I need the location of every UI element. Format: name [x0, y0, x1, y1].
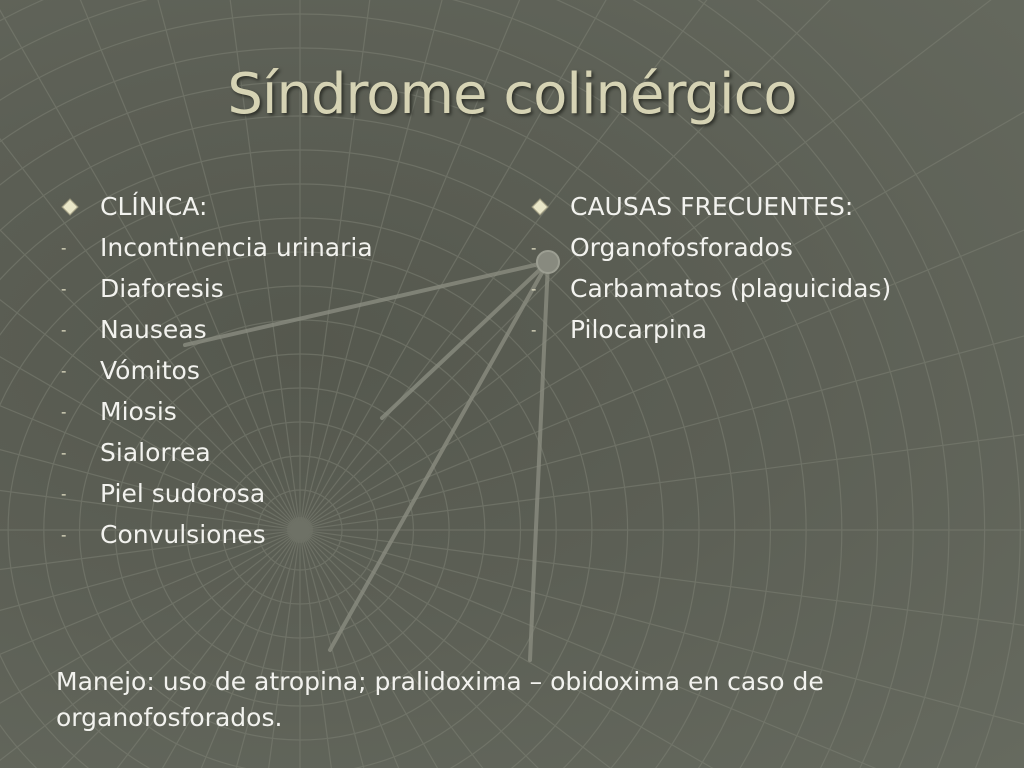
- dash-bullet: -: [61, 238, 67, 257]
- dash-bullet: -: [61, 320, 67, 339]
- list-item: [58, 514, 498, 555]
- list-item-label: Nauseas: [100, 315, 207, 344]
- list-item: [58, 309, 498, 350]
- list-item: [58, 432, 498, 473]
- dash-bullet: -: [61, 361, 67, 380]
- list-item-label: Organofosforados: [570, 233, 793, 262]
- diamond-bullet-icon: [532, 198, 549, 215]
- list-item: [528, 268, 988, 309]
- list-item-label: Diaforesis: [100, 274, 224, 303]
- slide-title: Síndrome colinérgico: [227, 62, 797, 127]
- list-item: [58, 473, 498, 514]
- causas-column: [528, 186, 988, 350]
- list-item: [58, 350, 498, 391]
- list-item: [58, 391, 498, 432]
- list-item-label: Carbamatos (plaguicidas): [570, 274, 892, 303]
- list-item: [58, 268, 498, 309]
- list-item-label: Miosis: [100, 397, 177, 426]
- causas-heading: CAUSAS FRECUENTES:: [570, 192, 854, 221]
- list-item-label: Incontinencia urinaria: [100, 233, 373, 262]
- dash-bullet: -: [61, 484, 67, 503]
- dash-bullet: -: [61, 525, 67, 544]
- list-item-label: Vómitos: [100, 356, 200, 385]
- clinica-heading: CLÍNICA:: [100, 192, 208, 221]
- list-item: [528, 309, 988, 350]
- dash-bullet: -: [61, 443, 67, 462]
- list-item-label: Convulsiones: [100, 520, 266, 549]
- dash-bullet: -: [61, 402, 67, 421]
- dash-bullet: -: [531, 279, 537, 298]
- clinica-heading-row: [58, 186, 498, 227]
- causas-heading-row: [528, 186, 988, 227]
- list-item-label: Piel sudorosa: [100, 479, 266, 508]
- list-item-label: Sialorrea: [100, 438, 211, 467]
- list-item-label: Pilocarpina: [570, 315, 708, 344]
- management-note: Manejo: uso de atropina; pralidoxima – obidoxima en caso de organofosforados.: [56, 667, 824, 732]
- diamond-bullet-icon: [62, 198, 79, 215]
- dash-bullet: -: [531, 238, 537, 257]
- dash-bullet: -: [531, 320, 537, 339]
- dash-bullet: -: [61, 279, 67, 298]
- clinica-column: [58, 186, 498, 555]
- list-item: [58, 227, 498, 268]
- list-item: [528, 227, 988, 268]
